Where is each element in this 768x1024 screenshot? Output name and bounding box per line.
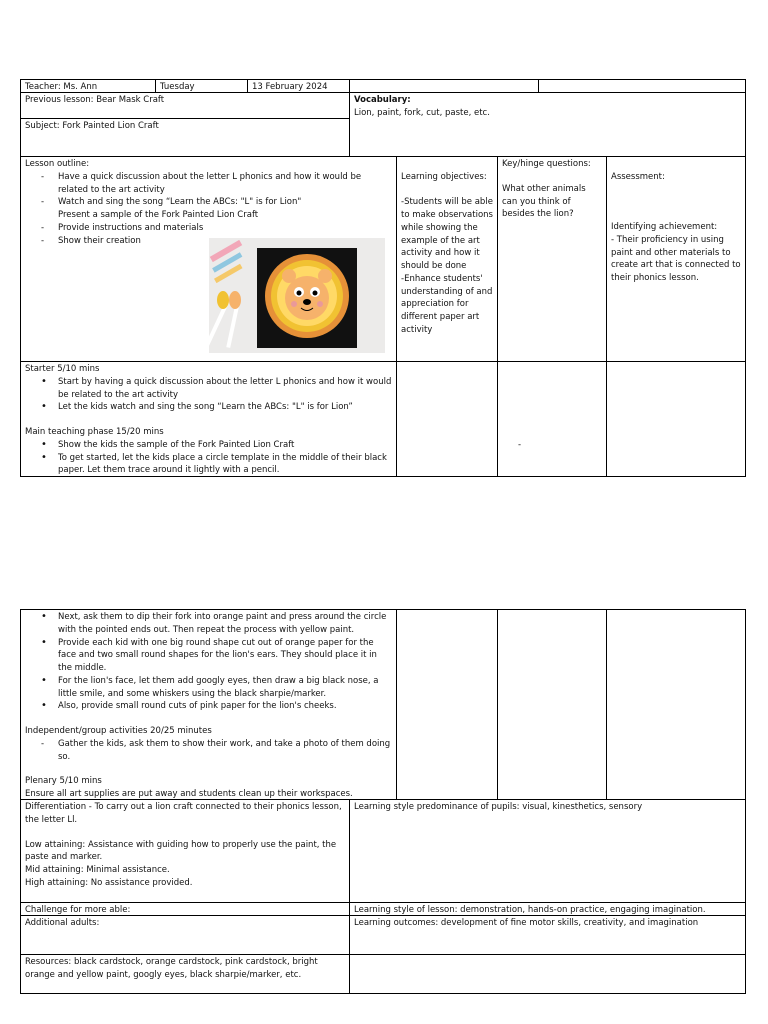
previous-lesson: Previous lesson: Bear Mask Craft (25, 95, 165, 105)
list-item: • Start by having a quick discussion about the letter L phonics and how it would be related to the art activity (25, 376, 392, 402)
learning-objectives-title: Learning objectives: (401, 171, 487, 182)
starter-title: Starter 5/10 mins (25, 364, 100, 374)
vocabulary-cell (350, 93, 745, 156)
list-item: • Next, ask them to dip their fork into orange paint and press around the circle with the pointed ends out. Then repeat the process with yellow paint. (25, 611, 392, 637)
plenary-text: Ensure all art supplies are put away and students clean up their workspaces. (25, 789, 353, 799)
list-item: • To get started, let the kids place a circle template in the middle of their black paper. Let them trace around it lightly with a pencil. (25, 452, 392, 477)
low-attaining: Low attaining: Assistance with guiding how to properly use the paint, the paste and marker. (25, 839, 337, 863)
starter-list (25, 376, 392, 414)
vocabulary-text: Lion, paint, fork, cut, paste, etc. (354, 107, 490, 118)
list-item: - Provide instructions and materials (25, 222, 392, 235)
list-item: • For the lion's face, let them add googly eyes, then draw a big black nose, a little smile, and some whiskers using the black sharpie/marker. (25, 675, 392, 701)
learning-style-lesson: Learning style of lesson: demonstration, hands-on practice, engaging imagination. (354, 905, 706, 915)
empty-cell (350, 955, 745, 993)
key-questions-text: What other animals can you think of besides the lion? (502, 183, 586, 220)
subject: Subject: Fork Painted Lion Craft (25, 121, 159, 131)
independent-title: Independent/group activities 20/25 minutes (25, 726, 212, 736)
list-item: • Show the kids the sample of the Fork Painted Lion Craft (25, 439, 392, 452)
learning-outcomes: Learning outcomes: development of fine motor skills, creativity, and imagination (354, 918, 699, 928)
vocabulary-title: Vocabulary: (354, 95, 411, 105)
assessment-cell (607, 157, 745, 361)
resources-cell: Resources: black cardstock, orange cardstock, pink cardstock, bright orange and yellow paint, googly eyes, black sharpie/marker, etc. (25, 957, 318, 980)
assessment-text: Identifying achievement: - Their proficiency in using paint and other materials to create art that is connected to their phonics lesson. (611, 222, 741, 283)
main-phase-title: Main teaching phase 15/20 mins (25, 427, 164, 437)
learning-style-pupils: Learning style predominance of pupils: visual, kinesthetics, sensory (354, 802, 643, 812)
lesson-outline-title: Lesson outline: (25, 159, 90, 169)
list-item: - Show their creation (25, 235, 392, 248)
differentiation-cell (21, 800, 349, 902)
key-questions-cell (498, 157, 606, 361)
list-item: - Gather the kids, ask them to show their work, and take a photo of them doing so. (25, 738, 392, 764)
date-cell: 13 February 2024 (252, 82, 328, 92)
activity-continued-list (25, 611, 392, 713)
main-phase-list (25, 439, 392, 476)
list-item: • Let the kids watch and sing the song “Learn the ABCs: "L" is for Lion” (25, 401, 392, 414)
independent-list (25, 738, 392, 764)
day-cell: Tuesday (160, 82, 195, 92)
learning-objectives-text: -Students will be able to make observations while showing the example of the art activity and how it should be done -Enhance students' understanding of and appreciation for different paper art activity (401, 197, 493, 335)
learning-objectives-cell (397, 157, 497, 361)
key-questions-title: Key/hinge questions: (502, 159, 591, 169)
teacher-cell: Teacher: Ms. Ann (25, 82, 98, 92)
differentiation-text: Differentiation - To carry out a lion craft connected to their phonics lesson, the letter Ll. (25, 802, 342, 825)
challenge-cell: Challenge for more able: (25, 905, 131, 915)
starter-cell (21, 362, 396, 476)
key-questions-dash: - (518, 440, 522, 450)
list-item: • Also, provide small round cuts of pink paper for the lion's cheeks. (25, 700, 392, 713)
list-item: - Have a quick discussion about the letter L phonics and how it would be related to the art activity (25, 171, 392, 197)
assessment-title: Assessment: (611, 171, 665, 182)
lion-craft-image (209, 238, 385, 353)
mid-attaining: Mid attaining: Minimal assistance. (25, 865, 170, 875)
activity-continued-cell (21, 610, 396, 799)
list-item: - Watch and sing the song “Learn the ABCs: "L" is for Lion" Present a sample of the Fork Painted Lion Craft (25, 196, 392, 222)
plenary-title: Plenary 5/10 mins (25, 776, 102, 787)
lesson-outline-list (25, 171, 392, 248)
high-attaining: High attaining: No assistance provided. (25, 877, 193, 888)
additional-adults-cell: Additional adults: (25, 918, 100, 928)
list-item: • Provide each kid with one big round shape cut out of orange paper for the face and two small round shapes for the lion's ears. They should place it in the middle. (25, 637, 392, 675)
